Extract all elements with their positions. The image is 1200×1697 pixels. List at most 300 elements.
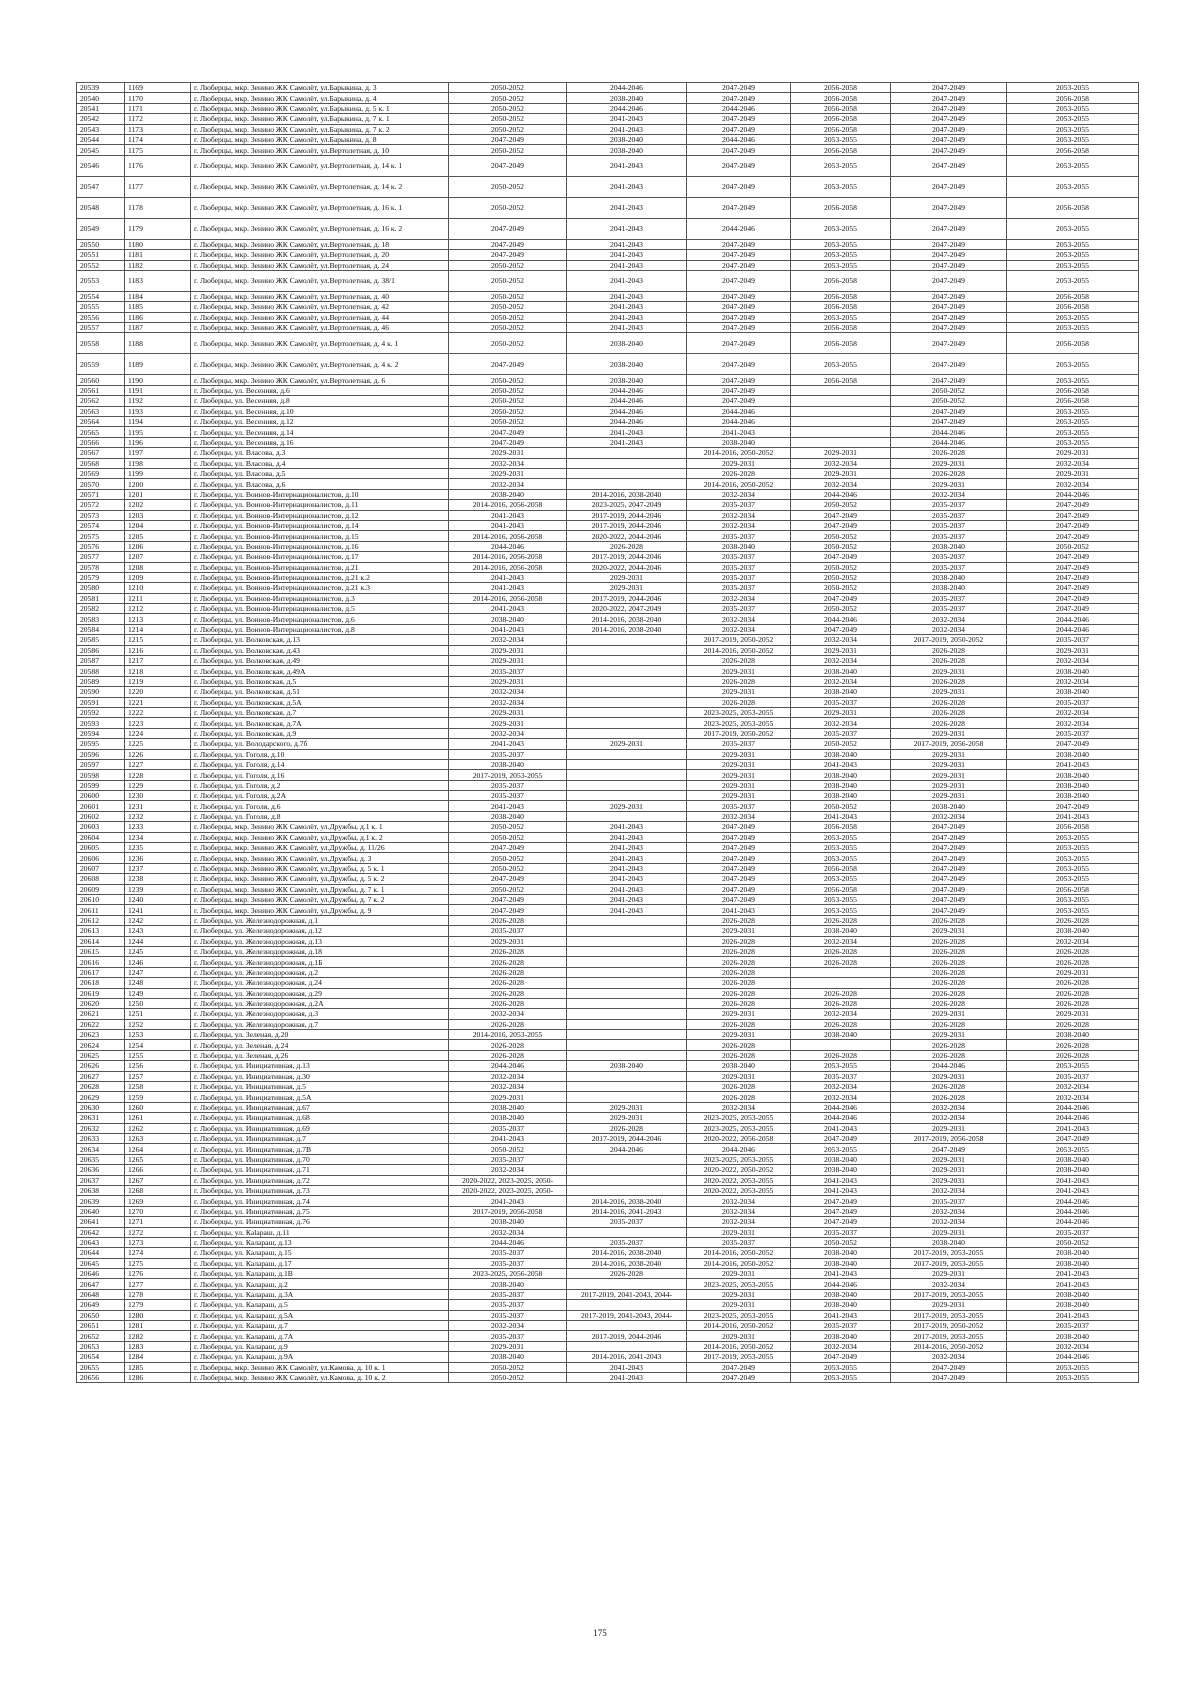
period-cell-6: 2035-2037 (1007, 635, 1139, 645)
period-cell-2 (567, 998, 687, 1008)
period-cell-4: 2041-2043 (791, 1123, 891, 1133)
object-number: 1186 (125, 312, 191, 322)
period-cell-5: 2017-2019, 2050-2052 (891, 635, 1007, 645)
period-cell-6: 2053-2055 (1007, 155, 1139, 176)
period-cell-5: 2035-2037 (891, 562, 1007, 572)
table-row (77, 114, 1139, 124)
period-cell-4: 2038-2040 (791, 1289, 891, 1299)
address-cell: г. Люберцы, мкр. Зенино ЖК Самолёт, ул.Барыкина, д. 4 (191, 93, 449, 103)
period-cell-5: 2047-2049 (891, 884, 1007, 894)
row-number: 20651 (77, 1321, 125, 1331)
table-row (77, 176, 1139, 197)
object-number: 1223 (125, 718, 191, 728)
period-cell-3: 2047-2049 (687, 176, 791, 197)
object-number: 1259 (125, 1092, 191, 1102)
period-cell-3: 2044-2046 (687, 103, 791, 113)
period-cell-5: 2026-2028 (891, 676, 1007, 686)
period-cell-1: 2035-2037 (449, 1258, 567, 1268)
row-number: 20600 (77, 791, 125, 801)
period-cell-4: 2035-2037 (791, 1227, 891, 1237)
row-number: 20603 (77, 822, 125, 832)
period-cell-6: 2035-2037 (1007, 1321, 1139, 1331)
row-number: 20554 (77, 291, 125, 301)
address-cell: г. Люберцы, ул. Весенняя, д.16 (191, 437, 449, 447)
period-cell-2: 2017-2019, 2044-2046 (567, 510, 687, 520)
row-number: 20652 (77, 1331, 125, 1341)
period-cell-3: 2014-2016, 2050-2052 (687, 1258, 791, 1268)
period-cell-3: 2014-2016, 2050-2052 (687, 1248, 791, 1258)
period-cell-5: 2047-2049 (891, 155, 1007, 176)
table-row (77, 448, 1139, 458)
period-cell-2: 2041-2043 (567, 323, 687, 333)
period-cell-2: 2041-2043 (567, 291, 687, 301)
period-cell-1: 2044-2046 (449, 1237, 567, 1247)
period-cell-2: 2041-2043 (567, 822, 687, 832)
table-row (77, 124, 1139, 134)
table-row (77, 645, 1139, 655)
table-row (77, 354, 1139, 375)
object-number: 1270 (125, 1206, 191, 1216)
object-number: 1175 (125, 145, 191, 155)
period-cell-1: 2014-2016, 2056-2058 (449, 562, 567, 572)
address-cell: г. Люберцы, ул. Инициативная, д.72 (191, 1175, 449, 1185)
period-cell-2 (567, 1019, 687, 1029)
period-cell-3: 2047-2049 (687, 832, 791, 842)
period-cell-5: 2047-2049 (891, 853, 1007, 863)
period-cell-5: 2026-2028 (891, 656, 1007, 666)
table-row (77, 978, 1139, 988)
period-cell-1: 2026-2028 (449, 988, 567, 998)
period-cell-2 (567, 697, 687, 707)
row-number: 20557 (77, 323, 125, 333)
period-cell-6: 2047-2049 (1007, 520, 1139, 530)
period-cell-2 (567, 811, 687, 821)
period-cell-6: 2047-2049 (1007, 1133, 1139, 1143)
period-cell-5: 2047-2049 (891, 250, 1007, 260)
address-cell: г. Люберцы, ул. Власова, д.5 (191, 468, 449, 478)
table-row (77, 1300, 1139, 1310)
object-number: 1269 (125, 1196, 191, 1206)
period-cell-6: 2038-2040 (1007, 1300, 1139, 1310)
address-cell: г. Люберцы, ул. Гоголя, д.10 (191, 749, 449, 759)
address-cell: г. Люберцы, ул. Воинов-Интернационалистов, д.11 (191, 500, 449, 510)
object-number: 1203 (125, 510, 191, 520)
address-cell: г. Люберцы, ул. Власова, д.4 (191, 458, 449, 468)
object-number: 1254 (125, 1040, 191, 1050)
address-cell: г. Люберцы, ул. Инициативная, д.74 (191, 1196, 449, 1206)
period-cell-3: 2029-2031 (687, 1030, 791, 1040)
object-number: 1257 (125, 1071, 191, 1081)
row-number: 20572 (77, 500, 125, 510)
period-cell-1: 2050-2052 (449, 385, 567, 395)
period-cell-2: 2038-2040 (567, 354, 687, 375)
period-cell-4: 2050-2052 (791, 739, 891, 749)
object-number: 1172 (125, 114, 191, 124)
period-cell-6: 2038-2040 (1007, 666, 1139, 676)
object-number: 1178 (125, 197, 191, 218)
period-cell-4: 2056-2058 (791, 302, 891, 312)
object-number: 1193 (125, 406, 191, 416)
period-cell-1: 2050-2052 (449, 1362, 567, 1372)
table-row (77, 218, 1139, 239)
object-number: 1184 (125, 291, 191, 301)
period-cell-3: 2047-2049 (687, 260, 791, 270)
period-cell-6: 2038-2040 (1007, 780, 1139, 790)
object-number: 1180 (125, 239, 191, 249)
period-cell-4: 2047-2049 (791, 510, 891, 520)
period-cell-3: 2038-2040 (687, 437, 791, 447)
row-number: 20541 (77, 103, 125, 113)
period-cell-1: 2041-2043 (449, 624, 567, 634)
period-cell-6: 2056-2058 (1007, 333, 1139, 354)
period-cell-4: 2038-2040 (791, 1248, 891, 1258)
period-cell-5: 2047-2049 (891, 302, 1007, 312)
period-cell-4: 2056-2058 (791, 333, 891, 354)
period-cell-3: 2047-2049 (687, 354, 791, 375)
row-number: 20542 (77, 114, 125, 124)
period-cell-6: 2053-2055 (1007, 417, 1139, 427)
table-row (77, 749, 1139, 759)
period-cell-4: 2032-2034 (791, 635, 891, 645)
table-row (77, 1206, 1139, 1216)
period-cell-1: 2050-2052 (449, 863, 567, 873)
object-number: 1189 (125, 354, 191, 375)
period-cell-2 (567, 468, 687, 478)
period-cell-1: 2047-2049 (449, 427, 567, 437)
address-cell: г. Люберцы, мкр. Зенино ЖК Самолёт, ул.Дружбы, д. 9 (191, 905, 449, 915)
period-cell-1: 2050-2052 (449, 417, 567, 427)
period-cell-5: 2029-2031 (891, 1227, 1007, 1237)
period-cell-3: 2035-2037 (687, 583, 791, 593)
row-number: 20653 (77, 1341, 125, 1351)
period-cell-5: 2047-2049 (891, 832, 1007, 842)
period-cell-5: 2047-2049 (891, 333, 1007, 354)
object-number: 1232 (125, 811, 191, 821)
period-cell-3: 2026-2028 (687, 946, 791, 956)
row-number: 20580 (77, 583, 125, 593)
period-cell-3: 2047-2049 (687, 333, 791, 354)
address-cell: г. Люберцы, ул. Гоголя, д.8 (191, 811, 449, 821)
address-cell: г. Люберцы, ул. Воинов-Интернационалистов, д.10 (191, 489, 449, 499)
row-number: 20650 (77, 1310, 125, 1320)
period-cell-4: 2056-2058 (791, 822, 891, 832)
period-cell-3: 2026-2028 (687, 697, 791, 707)
row-number: 20547 (77, 176, 125, 197)
address-cell: г. Люберцы, мкр. Зенино ЖК Самолёт, ул.Дружбы, д.1 к. 1 (191, 822, 449, 832)
address-cell: г. Люберцы, ул. Воинов-Интернационалистов, д.14 (191, 520, 449, 530)
address-cell: г. Люберцы, ул. Гоголя, д.16 (191, 770, 449, 780)
address-cell: г. Люберцы, ул. Калараш, д.7 (191, 1321, 449, 1331)
table-row (77, 718, 1139, 728)
period-cell-4: 2053-2055 (791, 832, 891, 842)
period-cell-2: 2035-2037 (567, 1217, 687, 1227)
period-cell-5: 2047-2049 (891, 291, 1007, 301)
period-cell-4: 2050-2052 (791, 500, 891, 510)
period-cell-1: 2038-2040 (449, 811, 567, 821)
address-cell: г. Люберцы, мкр. Зенино ЖК Самолёт, ул.Вертолетная, д. 44 (191, 312, 449, 322)
period-cell-6: 2047-2049 (1007, 739, 1139, 749)
period-cell-1: 2029-2031 (449, 1092, 567, 1102)
period-cell-4: 2026-2028 (791, 946, 891, 956)
table-row (77, 1362, 1139, 1372)
period-cell-2: 2041-2043 (567, 260, 687, 270)
row-number: 20617 (77, 967, 125, 977)
row-number: 20624 (77, 1040, 125, 1050)
period-cell-3: 2047-2049 (687, 270, 791, 291)
period-cell-3: 2032-2034 (687, 1217, 791, 1227)
period-cell-3: 2047-2049 (687, 822, 791, 832)
table-row (77, 957, 1139, 967)
period-cell-6: 2032-2034 (1007, 707, 1139, 717)
object-number: 1277 (125, 1279, 191, 1289)
period-cell-3: 2047-2049 (687, 197, 791, 218)
period-cell-1: 2047-2049 (449, 155, 567, 176)
object-number: 1192 (125, 396, 191, 406)
table-row (77, 1009, 1139, 1019)
period-cell-5: 2026-2028 (891, 707, 1007, 717)
period-cell-2 (567, 718, 687, 728)
period-cell-6: 2056-2058 (1007, 197, 1139, 218)
period-cell-5: 2032-2034 (891, 1217, 1007, 1227)
period-cell-4: 2026-2028 (791, 1050, 891, 1060)
period-cell-3: 2029-2031 (687, 749, 791, 759)
period-cell-1: 2035-2037 (449, 791, 567, 801)
period-cell-4 (791, 978, 891, 988)
period-cell-5: 2029-2031 (891, 780, 1007, 790)
period-cell-2: 2041-2043 (567, 176, 687, 197)
address-cell: г. Люберцы, ул. Калараш, д.1В (191, 1269, 449, 1279)
period-cell-5: 2047-2049 (891, 1144, 1007, 1154)
address-cell: г. Люберцы, ул. Гоголя, д.6 (191, 801, 449, 811)
period-cell-2 (567, 988, 687, 998)
period-cell-4 (791, 437, 891, 447)
period-cell-6: 2047-2049 (1007, 531, 1139, 541)
period-cell-3: 2032-2034 (687, 1102, 791, 1112)
object-number: 1245 (125, 946, 191, 956)
period-cell-4: 2026-2028 (791, 957, 891, 967)
table-row (77, 291, 1139, 301)
row-number: 20622 (77, 1019, 125, 1029)
object-number: 1242 (125, 915, 191, 925)
period-cell-3: 2026-2028 (687, 468, 791, 478)
period-cell-5: 2029-2031 (891, 770, 1007, 780)
period-cell-2 (567, 1040, 687, 1050)
period-cell-3: 2044-2046 (687, 406, 791, 416)
address-cell: г. Люберцы, ул. Железнодорожная, д.3 (191, 1009, 449, 1019)
object-number: 1273 (125, 1237, 191, 1247)
period-cell-2: 2014-2016, 2038-2040 (567, 1196, 687, 1206)
address-cell: г. Люберцы, ул. Инициативная, д.30 (191, 1071, 449, 1081)
period-cell-1: 2035-2037 (449, 666, 567, 676)
period-cell-2 (567, 1300, 687, 1310)
period-cell-2: 2035-2037 (567, 1237, 687, 1247)
period-cell-6: 2050-2052 (1007, 1237, 1139, 1247)
period-cell-6: 2053-2055 (1007, 239, 1139, 249)
period-cell-4: 2032-2034 (791, 718, 891, 728)
address-cell: г. Люберцы, ул. Инициативная, д.69 (191, 1123, 449, 1133)
address-cell: г. Люберцы, ул. Воинов-Интернационалистов, д.6 (191, 614, 449, 624)
period-cell-6: 2053-2055 (1007, 218, 1139, 239)
period-cell-4: 2053-2055 (791, 905, 891, 915)
row-number: 20593 (77, 718, 125, 728)
object-number: 1267 (125, 1175, 191, 1185)
row-number: 20611 (77, 905, 125, 915)
period-cell-6: 2041-2043 (1007, 1123, 1139, 1133)
table-row (77, 853, 1139, 863)
address-cell: г. Люберцы, мкр. Зенино ЖК Самолёт, ул.Камова, д. 10 к. 1 (191, 1362, 449, 1372)
page-number: 175 (593, 1628, 607, 1638)
period-cell-5: 2047-2049 (891, 406, 1007, 416)
period-cell-2 (567, 728, 687, 738)
address-cell: г. Люберцы, ул. Инициативная, д.7В (191, 1144, 449, 1154)
period-cell-4 (791, 1040, 891, 1050)
period-cell-1: 2035-2037 (449, 1331, 567, 1341)
period-cell-1: 2026-2028 (449, 915, 567, 925)
period-cell-3: 2044-2046 (687, 1144, 791, 1154)
table-row (77, 239, 1139, 249)
address-cell: г. Люберцы, ул. Калараш, д.9 (191, 1341, 449, 1351)
period-cell-6: 2056-2058 (1007, 291, 1139, 301)
row-number: 20655 (77, 1362, 125, 1372)
period-cell-2: 2014-2016, 2038-2040 (567, 489, 687, 499)
object-number: 1283 (125, 1341, 191, 1351)
period-cell-6: 2041-2043 (1007, 759, 1139, 769)
row-number: 20632 (77, 1123, 125, 1133)
period-cell-1: 2047-2049 (449, 905, 567, 915)
period-cell-5: 2047-2049 (891, 124, 1007, 134)
table-row (77, 1196, 1139, 1206)
period-cell-3: 2047-2049 (687, 239, 791, 249)
period-cell-1: 2035-2037 (449, 780, 567, 790)
object-number: 1216 (125, 645, 191, 655)
period-cell-3: 2026-2028 (687, 656, 791, 666)
row-number: 20569 (77, 468, 125, 478)
period-cell-6: 2056-2058 (1007, 884, 1139, 894)
period-cell-6: 2026-2028 (1007, 946, 1139, 956)
period-cell-1: 2014-2016, 2056-2058 (449, 500, 567, 510)
period-cell-4: 2050-2052 (791, 1237, 891, 1247)
period-cell-3: 2047-2049 (687, 843, 791, 853)
period-cell-4: 2050-2052 (791, 572, 891, 582)
period-cell-5: 2047-2049 (891, 134, 1007, 144)
object-number: 1274 (125, 1248, 191, 1258)
object-number: 1227 (125, 759, 191, 769)
object-number: 1202 (125, 500, 191, 510)
period-cell-2: 2041-2043 (567, 884, 687, 894)
period-cell-1: 2050-2052 (449, 176, 567, 197)
period-cell-1: 2029-2031 (449, 645, 567, 655)
period-cell-5: 2032-2034 (891, 1185, 1007, 1195)
period-cell-1: 2050-2052 (449, 312, 567, 322)
period-cell-5: 2029-2031 (891, 1269, 1007, 1279)
object-number: 1271 (125, 1217, 191, 1227)
period-cell-3: 2047-2049 (687, 385, 791, 395)
period-cell-6: 2053-2055 (1007, 375, 1139, 385)
row-number: 20640 (77, 1206, 125, 1216)
period-cell-1: 2035-2037 (449, 926, 567, 936)
period-cell-4: 2053-2055 (791, 1372, 891, 1382)
row-number: 20544 (77, 134, 125, 144)
address-cell: г. Люберцы, ул. Волковская, д.49 (191, 656, 449, 666)
period-cell-4: 2047-2049 (791, 1196, 891, 1206)
period-cell-4: 2044-2046 (791, 1113, 891, 1123)
address-cell: г. Люберцы, ул. Весенняя, д.14 (191, 427, 449, 437)
period-cell-6: 2047-2049 (1007, 572, 1139, 582)
period-cell-6: 2032-2034 (1007, 656, 1139, 666)
row-number: 20568 (77, 458, 125, 468)
period-cell-6: 2044-2046 (1007, 1217, 1139, 1227)
table-row (77, 593, 1139, 603)
period-cell-2 (567, 656, 687, 666)
period-cell-2: 2041-2043 (567, 1372, 687, 1382)
period-cell-1: 2047-2049 (449, 134, 567, 144)
period-cell-3: 2047-2049 (687, 312, 791, 322)
address-cell: г. Люберцы, мкр. Зенино ЖК Самолёт, ул.Барыкина, д. 5 к. 1 (191, 103, 449, 113)
period-cell-6: 2047-2049 (1007, 562, 1139, 572)
address-cell: г. Люберцы, мкр. Зенино ЖК Самолёт, ул.Вертолетная, д. 14 к. 1 (191, 155, 449, 176)
period-cell-2 (567, 1092, 687, 1102)
table-row (77, 489, 1139, 499)
table-row (77, 946, 1139, 956)
period-cell-4: 2053-2055 (791, 354, 891, 375)
period-cell-3: 2029-2031 (687, 1289, 791, 1299)
period-cell-6: 2044-2046 (1007, 1102, 1139, 1112)
period-cell-1: 2032-2034 (449, 1082, 567, 1092)
table-row (77, 1310, 1139, 1320)
period-cell-1: 2038-2040 (449, 1217, 567, 1227)
object-number: 1210 (125, 583, 191, 593)
row-number: 20644 (77, 1248, 125, 1258)
period-cell-6: 2047-2049 (1007, 801, 1139, 811)
period-cell-3: 2029-2031 (687, 926, 791, 936)
period-cell-6: 2056-2058 (1007, 302, 1139, 312)
period-cell-3: 2032-2034 (687, 1206, 791, 1216)
period-cell-2: 2041-2043 (567, 114, 687, 124)
period-cell-4: 2056-2058 (791, 93, 891, 103)
period-cell-1: 2026-2028 (449, 946, 567, 956)
period-cell-6: 2032-2034 (1007, 479, 1139, 489)
period-cell-3: 2035-2037 (687, 562, 791, 572)
row-number: 20574 (77, 520, 125, 530)
period-cell-5: 2038-2040 (891, 583, 1007, 593)
table-row (77, 1269, 1139, 1279)
object-number: 1240 (125, 895, 191, 905)
period-cell-3: 2047-2049 (687, 124, 791, 134)
row-number: 20607 (77, 863, 125, 873)
address-cell: г. Люберцы, ул. Волковская, д.51 (191, 687, 449, 697)
period-cell-2 (567, 1071, 687, 1081)
address-cell: г. Люберцы, ул. Инициативная, д.71 (191, 1165, 449, 1175)
period-cell-2: 2041-2043 (567, 302, 687, 312)
period-cell-1: 2041-2043 (449, 801, 567, 811)
period-cell-1: 2032-2034 (449, 1227, 567, 1237)
object-number: 1255 (125, 1050, 191, 1060)
table-row (77, 967, 1139, 977)
period-cell-6: 2053-2055 (1007, 874, 1139, 884)
table-row (77, 728, 1139, 738)
period-cell-4: 2047-2049 (791, 593, 891, 603)
period-cell-6: 2053-2055 (1007, 437, 1139, 447)
table-row (77, 1133, 1139, 1143)
period-cell-1: 2050-2052 (449, 375, 567, 385)
table-row (77, 1248, 1139, 1258)
table-row (77, 583, 1139, 593)
period-cell-1: 2032-2034 (449, 1009, 567, 1019)
object-number: 1237 (125, 863, 191, 873)
address-cell: г. Люберцы, ул. Железнодорожная, д.12 (191, 926, 449, 936)
object-number: 1280 (125, 1310, 191, 1320)
period-cell-4: 2053-2055 (791, 155, 891, 176)
